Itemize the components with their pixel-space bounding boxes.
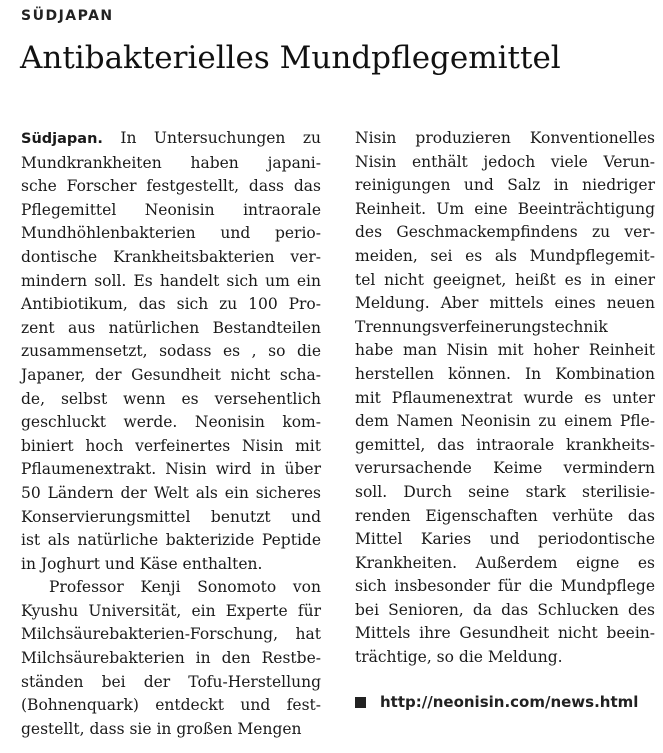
text-line [21,718,321,742]
text-fragment: Antibiotikum, das sich zu 100 Pro- [21,295,321,314]
text-line: mit Pflaumenextrat wurde es unter [355,388,655,407]
text-fragment: Pflaumenextrakt. Nisin wird in über [21,460,321,479]
text-line [21,340,321,364]
text-line: meiden, sei es als Mundpflegemit- [355,246,655,265]
text-line: sich insbesonder für die Mundpflege [355,577,655,596]
text-fragment: de, selbst wenn es versehentlich [21,389,321,408]
text-line: bei Senioren, da das Schlucken des [355,600,655,619]
text-fragment: mindern soll. Es handelt sich um ein [21,271,321,290]
text-line: dem Namen Neonisin zu einem Pfle- [355,412,655,431]
text-fragment: Pflegemittel Neonisin intraorale [21,200,321,219]
text-line: habe man Nisin mit hoher Reinheit [355,341,655,360]
text-line: gemittel, das intraorale krankheits- [355,435,655,454]
text-line: soll. Durch seine stark sterilisie- [355,482,655,501]
text-line: Mittels ihre Gesundheit nicht beein- [355,624,655,643]
article-column-left [21,127,321,741]
text-line [21,246,321,270]
text-line [21,435,321,459]
text-line: Meldung. Aber mittels eines neuen [355,294,655,313]
text-fragment: Mundkrankheiten haben japani- [21,153,321,172]
text-fragment: In Untersuchungen zu [102,129,321,147]
text-line [21,482,321,506]
text-line: trächtige, so die Meldung. [355,648,563,667]
text-line: Nisin enthält jedoch viele Verun- [355,152,655,171]
text-fragment: Milchsäurebakterien in den Restbe- [21,649,321,668]
text-line [21,411,321,435]
text-line [21,364,321,388]
text-fragment: Mundhöhlenbakterien und perio- [21,224,321,243]
text-line [21,127,321,152]
text-fragment: in Joghurt und Käse enthalten. [21,554,263,573]
text-line [21,199,321,223]
text-fragment: ist als natürliche bakterizide Peptide [21,531,321,550]
text-line [21,671,321,695]
text-fragment: biniert hoch verfeinertes Nisin mit [21,436,321,455]
text-fragment: Professor Kenji Sonomoto von [49,578,321,597]
text-line: Mittel Karies und periodontische [355,530,655,549]
text-line [21,222,321,246]
text-line: tel nicht geeignet, heißt es in einer [355,270,655,289]
text-fragment: gestellt, dass sie in großen Mengen [21,719,302,738]
text-fragment: Kyushu Universität, ein Experte für [21,601,321,620]
text-line [21,694,321,718]
text-line [21,600,321,624]
text-fragment: zusammensetzt, sodass es , so die [21,342,321,361]
text-fragment: sche Forscher festgestellt, dass das [21,177,321,196]
text-line [21,388,321,412]
text-line [21,647,321,671]
text-fragment: Milchsäurebakterien-Forschung, hat [21,625,321,644]
text-fragment: geschluckt werde. Neonisin kom- [21,413,321,432]
text-fragment: dontische Krankheitsbakterien ver- [21,247,321,266]
text-fragment: 50 Ländern der Welt als ein sicheres [21,483,321,502]
text-line [21,623,321,647]
text-fragment: Japaner, der Gesundheit nicht scha- [21,365,321,384]
text-line [21,175,321,199]
article-column-right [355,127,655,670]
text-line [21,270,321,294]
text-line [21,529,321,553]
text-line: renden Eigenschaften verhüte das [355,506,655,525]
text-line [21,553,321,577]
source-url-link[interactable]: http://neonisin.com/news.html [380,693,639,711]
text-line [21,152,321,176]
text-line: reinigungen und Salz in niedriger [355,176,655,195]
text-line [21,317,321,341]
lead-location: Südjapan. [21,131,103,147]
text-line [21,293,321,317]
text-line [21,576,321,600]
text-line: des Geschmackempfindens zu ver- [355,223,655,242]
text-fragment: ständen bei der Tofu-Herstellung [21,672,321,691]
text-fragment: Konservierungsmittel benutzt und [21,507,321,526]
text-line: Nisin produzieren Konventionelles [355,129,655,147]
text-fragment: zent aus natürlichen Bestandteilen [21,318,321,337]
text-line: Krankheiten. Außerdem eigne es [355,553,655,572]
text-fragment: (Bohnenquark) entdeckt und fest- [21,696,321,715]
text-line [21,506,321,530]
text-line: verursachende Keime vermindern [355,459,655,478]
text-line [21,458,321,482]
text-line: herstellen können. In Kombination [355,364,655,383]
square-bullet-icon [355,697,366,708]
text-line: Trennungsverfeinerungstechnik [355,317,608,336]
section-kicker: SÜDJAPAN [21,8,114,24]
article-headline: Antibakterielles Mundpflegemittel [20,40,561,76]
source-reference [355,693,638,711]
text-line: Reinheit. Um eine Beeinträchtigung [355,199,655,218]
